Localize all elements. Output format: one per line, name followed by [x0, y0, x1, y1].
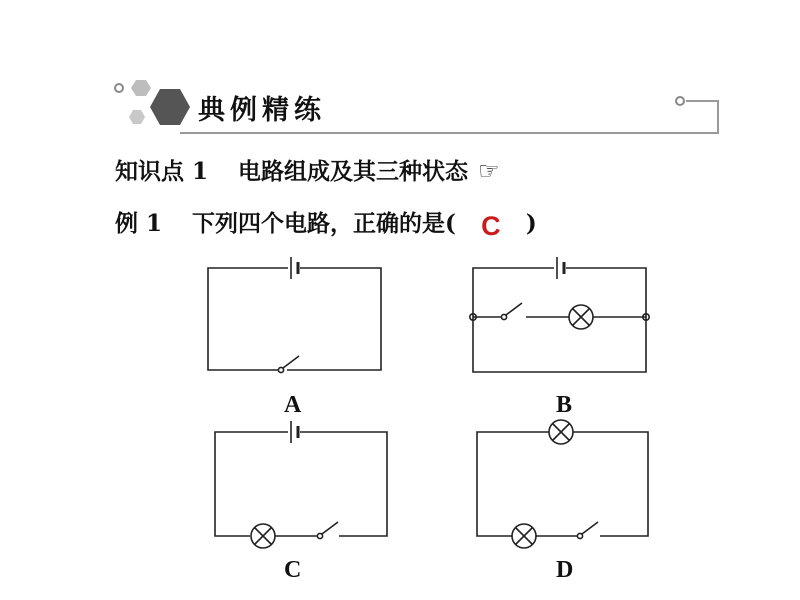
switch-pivot [577, 533, 582, 538]
option-b-label: B [556, 392, 573, 418]
switch-blade [582, 522, 598, 534]
switch-blade [322, 522, 338, 534]
question-close-paren: ) [525, 210, 537, 237]
option-c-label: C [284, 557, 302, 583]
switch-blade [283, 356, 299, 368]
section-title: 典例精练 [198, 95, 326, 126]
question-label: 例 1 [115, 210, 163, 237]
switch-pivot [317, 533, 322, 538]
option-a-label: A [284, 392, 302, 418]
question-text: 下列四个电路，正确的是( [192, 210, 456, 237]
circuit-d [477, 420, 648, 583]
knowledge-point-label: 知识点 1 [115, 158, 209, 185]
circuit-c [215, 421, 387, 583]
answer-text: C [481, 211, 501, 241]
option-d-label: D [556, 557, 574, 583]
switch-pivot [501, 314, 506, 319]
switch-pivot [278, 367, 283, 372]
circuit-a [208, 257, 381, 418]
pointing-hand-icon: ☞ [478, 157, 500, 185]
knowledge-point-text: 电路组成及其三种状态 [238, 158, 469, 185]
circuit-b [470, 257, 649, 418]
switch-blade [506, 303, 522, 315]
